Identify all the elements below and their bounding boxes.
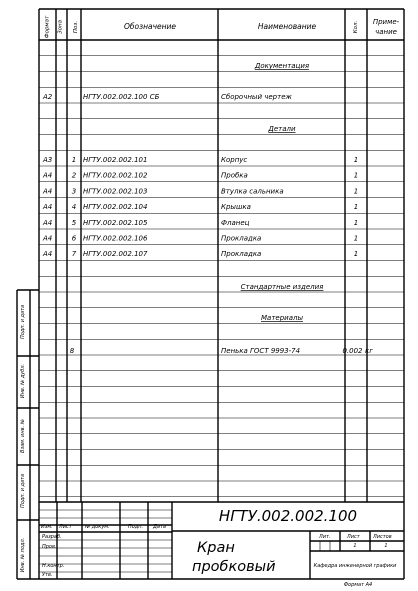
detail-name: Фланец	[221, 218, 250, 227]
doc-row-format: А2	[43, 93, 53, 101]
detail-rows	[42, 156, 358, 258]
detail-format: А4	[43, 187, 53, 196]
section-materials: Материалы	[261, 314, 303, 322]
detail-name: Пробка	[221, 171, 248, 180]
detail-designation: НГТУ.002.002.104	[83, 203, 148, 212]
tb-sheets-value: 1	[384, 543, 388, 549]
detail-format: А3	[43, 156, 53, 164]
tb-norm-control: Н.контр.	[42, 563, 65, 569]
header-designation: Обозначение	[123, 22, 177, 31]
header-qty: Кол.	[353, 20, 359, 34]
detail-qty: 1	[353, 187, 359, 196]
doc-row-designation: НГТУ.002.002.100 СБ	[83, 93, 160, 101]
detail-name: Втулка сальника	[221, 187, 284, 196]
detail-format: А4	[43, 234, 53, 243]
grid-lines	[17, 9, 404, 579]
detail-designation: НГТУ.002.002.106	[83, 234, 148, 243]
tb-title-line-1: Кран	[197, 540, 235, 556]
tb-approved: Утв.	[42, 572, 53, 578]
detail-pos: 6	[71, 234, 77, 243]
detail-pos: 1	[71, 156, 77, 164]
detail-designation: НГТУ.002.002.107	[83, 250, 148, 259]
header-zone: Зона	[57, 20, 64, 34]
tb-sheet-value: 1	[353, 543, 357, 549]
detail-qty: 1	[353, 234, 359, 243]
section-details: Детали	[268, 125, 296, 133]
detail-designation: НГТУ.002.002.101	[83, 156, 148, 164]
detail-pos: 5	[71, 218, 77, 227]
section-standard: Стандартные изделия	[240, 283, 324, 291]
detail-pos: 4	[71, 203, 77, 212]
tb-col-date: Дата	[153, 524, 166, 530]
detail-designation: НГТУ.002.002.103	[83, 187, 148, 196]
detail-pos: 2	[71, 171, 77, 180]
tb-title-line-2: пробковый	[192, 559, 276, 575]
tb-sheets: Листов	[373, 534, 392, 540]
tb-sheet: Лист	[347, 534, 360, 540]
detail-qty: 1	[353, 250, 359, 259]
header-note-2: чание	[375, 28, 397, 36]
detail-qty: 1	[353, 218, 359, 227]
format-footer: Формат А4	[343, 582, 373, 588]
tb-col-sheet: Лист	[59, 524, 72, 530]
detail-format: А4	[43, 218, 53, 227]
tb-lit: Лит.	[319, 534, 331, 540]
strip-inv-swap: Взам. инв. №	[20, 419, 26, 453]
detail-name: Прокладка	[221, 250, 262, 259]
detail-format: А4	[43, 203, 53, 212]
material-row-qty: 0.002	[342, 347, 363, 355]
detail-qty: 1	[353, 156, 359, 164]
detail-format: А4	[43, 250, 53, 259]
header-format: Формат	[44, 15, 51, 39]
doc-row-name: Сборочный чертеж	[221, 93, 292, 101]
header-name: Наименование	[257, 22, 317, 31]
detail-designation: НГТУ.002.002.105	[83, 218, 148, 227]
strip-sign-date: Подп. и дата	[20, 304, 26, 340]
material-row-unit: кг	[365, 347, 373, 355]
strip-inv-orig: Инв. № подл.	[20, 537, 26, 573]
tb-col-change: Изм.	[41, 524, 53, 530]
detail-qty: 1	[353, 203, 359, 212]
header-pos: Поз.	[73, 20, 79, 34]
detail-format: А4	[43, 171, 53, 180]
tb-developed: Разраб.	[42, 534, 62, 540]
detail-name: Корпус	[221, 156, 248, 164]
tb-col-sign: Подп.	[128, 524, 144, 530]
strip-sign-date-2: Подп. и дата	[20, 473, 26, 509]
tb-col-doc: № докум.	[85, 524, 110, 530]
detail-pos: 3	[71, 187, 77, 196]
detail-qty: 1	[353, 171, 359, 180]
title-block-code: НГТУ.002.002.100	[218, 507, 358, 525]
header-note-1: Приме-	[372, 18, 400, 26]
detail-designation: НГТУ.002.002.102	[83, 171, 148, 180]
section-documentation: Документация	[254, 62, 310, 70]
detail-name: Прокладка	[221, 234, 262, 243]
material-row-name: Пенька ГОСТ 9993-74	[221, 347, 301, 355]
detail-name: Крышка	[221, 203, 251, 212]
strip-dup-no: Инв. № дубл.	[20, 363, 26, 399]
tb-organization: Кафедра инженерной графики	[313, 563, 397, 569]
detail-pos: 7	[71, 250, 77, 259]
tb-checked: Пров.	[42, 544, 57, 550]
material-row-pos: 8	[69, 347, 75, 355]
